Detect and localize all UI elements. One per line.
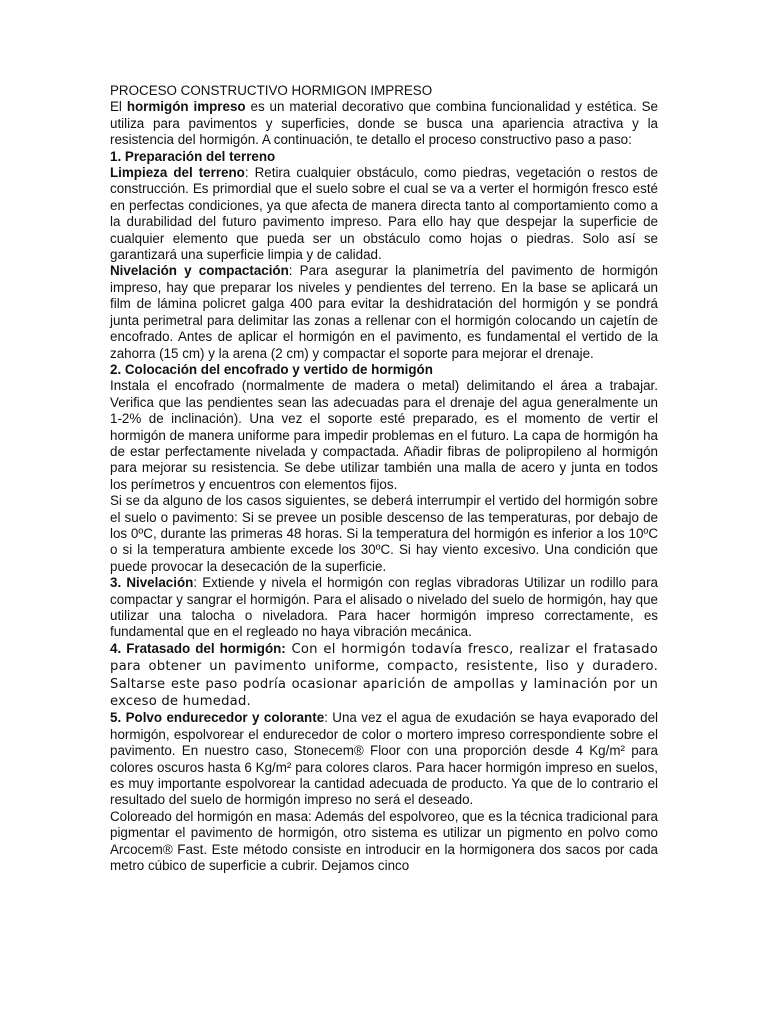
intro-bold-term: hormigón impreso <box>126 99 246 115</box>
intro-rest: es un material decorativo que combina funcionalidad y estética. Se utiliza para pavimentos y superficies, donde se busca una apariencia atractiva y la resistencia del hormigón. A continuación, te detallo el proceso constructivo paso a paso: <box>110 99 658 148</box>
section-3-text: : Extiende y nivela el hormigón con reglas vibradoras Utilizar un rodillo para compactar y sangrar el hormigón. Para el alisado o nivelado del suelo de hormigón, hay que utilizar una talocha o niveladora. Para hacer hormigón impreso correctamente, es fundamental que en el regleado no haya vibración mecánica. <box>110 575 659 640</box>
encofrado-paragraph: Instala el encofrado (normalmente de madera o metal) delimitando el área a trabajar. Verifica que las pendientes sean las adecuadas para el drenaje del agua generalmente un 1-2% de inclinación). Una vez el soporte esté preparado, es el momento de vertir el hormigón de manera uniforme para impedir problemas en el futuro. La capa de hormigón ha de estar perfectamente nivelada y compactada. Añadir fibras de polipropileno al hormigón para mejorar su resistencia. Se debe utilizar también una malla de acero y junta en todos los perímetros y encuentros con elementos fijos. <box>110 378 658 492</box>
interrupcion-paragraph: Si se da alguno de los casos siguientes, se deberá interrumpir el vertido del hormigón sobre el suelo o pavimento: Si se prevee un posible descenso de las temperaturas, por debajo de los 0ºC, durante las primeras 48 horas. Si la temperatura del hormigón es inferior a los 10ºC o si la temperatura ambiente excede los 30ºC. Si hay viento excesivo. Una condición que puede provocar la desecación de la superficie. <box>110 493 658 574</box>
limpieza-paragraph <box>110 165 658 263</box>
nivelacion-step-paragraph <box>110 575 658 641</box>
intro-paragraph <box>110 99 658 148</box>
document-title: PROCESO CONSTRUCTIVO HORMIGON IMPRESO <box>110 83 433 98</box>
fratasado-paragraph <box>110 641 658 711</box>
section-4-text: Con el hormigón todavía fresco, realizar el fratasado para obtener un pavimento uniforme, compacto, resistente, liso y duradero. Saltarse este paso podría ocasionar aparición de ampollas y laminación por un exceso de humedad. <box>110 641 659 710</box>
intro-lead: El <box>110 99 127 115</box>
section-3-label: 3. Nivelación <box>110 575 194 591</box>
section-1-heading: 1. Preparación del terreno <box>110 148 276 164</box>
nivelacion-paragraph <box>110 263 658 361</box>
limpieza-label: Limpieza del terreno <box>110 165 245 181</box>
polvo-paragraph <box>110 710 658 808</box>
nivelacion-label: Nivelación y compactación <box>110 263 289 279</box>
nivelacion-text: : Para asegurar la planimetría del pavimento de hormigón impreso, hay que preparar los niveles y pendientes del terreno. En la base se aplicará un film de lámina policret galga 400 para evitar la deshidratación del hormigón y se pondrá junta perimetral para delimitar las zonas a rellenar con el hormigón colocando un cajetín de encofrado. Antes de aplicar el hormigón en el pavimento, es fundamental el vertido de la zahorra (15 cm) y la arena (2 cm) y compactar el soporte para mejorar el drenaje. <box>110 263 658 361</box>
coloreado-paragraph: Coloreado del hormigón en masa: Además del espolvoreo, que es la técnica tradicional para pigmentar el pavimento de hormigón, otro sistema es utilizar un pigmento en polvo como Arcocem® Fast. Este método consiste en introducir en la hormigonera dos sacos por cada metro cúbico de superficie a cubrir. Dejamos cinco <box>110 808 658 874</box>
limpieza-text: : Retira cualquier obstáculo, como piedras, vegetación o restos de construcción. Es primordial que el suelo sobre el cual se va a verter el hormigón fresco esté en perfectas condiciones, ya que afecta de manera directa tanto al comportamiento como a la durabilidad del futuro pavimento impreso. Para ello hay que despejar la superficie de cualquier elemento que pueda ser un obstáculo como hojas o piedras. Solo así se garantizará una superficie limpia y de calidad. <box>110 165 659 263</box>
section-5-text: : Una vez el agua de exudación se haya evaporado del hormigón, espolvorear el endurecedor de color o mortero impreso correspondiente sobre el pavimento. En nuestro caso, Stonecem® Floor con una proporción desde 4 Kg/m² para colores oscuros hasta 6 Kg/m² para colores claros. Para hacer hormigón impreso en suelos, es muy importante espolvorear la cantidad adecuada de producto. Ya que de lo contrario el resultado del suelo de hormigón impreso no será el deseado. <box>110 710 658 808</box>
section-4-label: 4. Fratasado del hormigón: <box>110 640 286 656</box>
section-2-heading: 2. Colocación del encofrado y vertido de hormigón <box>110 361 433 377</box>
document-page <box>110 83 658 875</box>
section-5-label: 5. Polvo endurecedor y colorante <box>110 710 325 726</box>
